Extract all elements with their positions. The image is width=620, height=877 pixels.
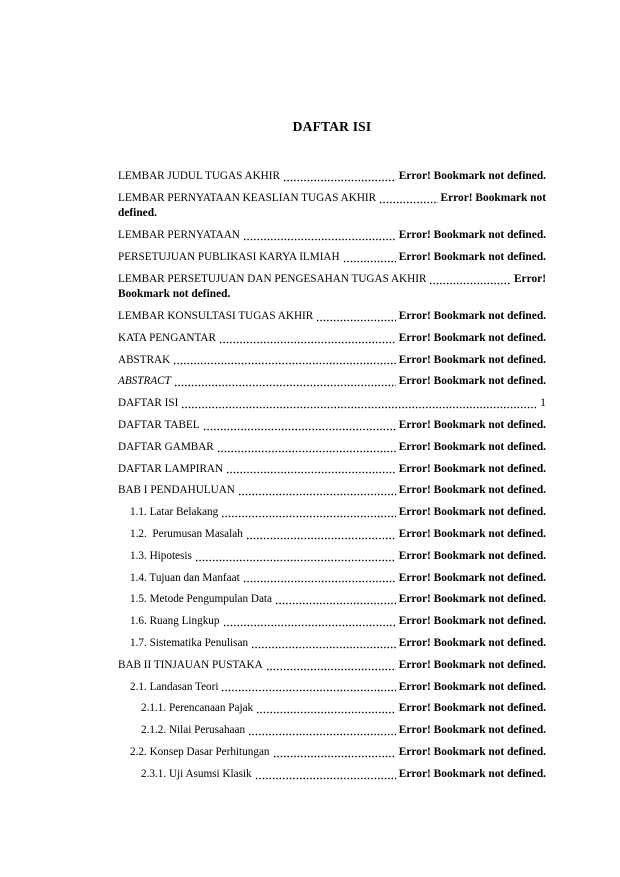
toc-entry: [118, 169, 546, 185]
table-of-contents: [118, 169, 546, 789]
toc-entry: [118, 767, 546, 783]
toc-entry: [118, 483, 546, 499]
toc-entry: [118, 614, 546, 630]
toc-entry-label: LEMBAR JUDUL TUGAS AKHIR: [118, 170, 280, 182]
toc-entry-label: LEMBAR KONSULTASI TUGAS AKHIR: [118, 309, 314, 322]
toc-entry-label: 2.1. Landasan Teori: [130, 680, 219, 693]
toc-entry: [118, 331, 546, 347]
toc-entry-page: Error! Bookmark not defined.: [398, 440, 546, 453]
toc-entry: [118, 440, 546, 456]
dot-leader: [283, 169, 396, 185]
dot-leader: [221, 505, 396, 521]
toc-entry: [118, 549, 546, 565]
toc-entry-page: Error!: [513, 272, 546, 285]
toc-entry-label: DAFTAR LAMPIRAN: [118, 462, 224, 475]
toc-entry-page: Error! Bookmark not defined.: [398, 527, 546, 540]
dot-leader: [173, 353, 396, 369]
toc-entry-page: Error! Bookmark not defined.: [398, 309, 546, 322]
toc-entry-label: LEMBAR PERSETUJUAN DAN PENGESAHAN TUGAS AKHIR: [118, 272, 427, 285]
toc-entry-page: Error! Bookmark not defined.: [398, 724, 546, 737]
toc-entry-page: Error! Bookmark not defined.: [398, 229, 546, 242]
toc-entry-label: 2.1.1. Perencanaan Pajak: [141, 702, 254, 715]
toc-entry-page: Error! Bookmark not defined.: [398, 615, 546, 628]
toc-entry-page: Error! Bookmark not defined.: [398, 658, 546, 671]
toc-entry-label: 1.5. Metode Pengumpulan Data: [130, 593, 272, 606]
toc-entry-label: PERSETUJUAN PUBLIKASI KARYA ILMIAH: [118, 250, 340, 263]
toc-entry-label: DAFTAR GAMBAR: [118, 440, 214, 453]
dot-leader: [379, 191, 437, 207]
toc-entry-page: Error! Bookmark not defined.: [398, 353, 546, 366]
dot-leader: [275, 592, 396, 608]
dot-leader: [243, 228, 396, 244]
toc-entry-page: Error! Bookmark not defined.: [398, 375, 546, 388]
dot-leader: [226, 462, 396, 478]
toc-entry-page: Error! Bookmark not defined.: [398, 702, 546, 715]
toc-entry-page: Error! Bookmark not defined.: [398, 484, 546, 497]
dot-leader: [316, 309, 396, 325]
toc-entry-label: 1.4. Tujuan dan Manfaat: [130, 571, 240, 584]
toc-entry: [118, 418, 546, 434]
dot-leader: [343, 250, 396, 266]
dot-leader: [246, 527, 396, 543]
toc-entry-label: ABSTRAK: [118, 353, 171, 366]
toc-entry: [118, 191, 546, 222]
toc-entry: [118, 309, 546, 325]
toc-entry-page-continued: defined.: [118, 207, 157, 220]
dot-leader: [223, 614, 396, 630]
toc-entry: [118, 636, 546, 652]
toc-entry-page: Error! Bookmark not defined.: [398, 549, 546, 562]
toc-entry-page: Error! Bookmark not defined.: [398, 331, 546, 344]
toc-entry-label: BAB II TINJAUAN PUSTAKA: [118, 658, 263, 671]
toc-entry-page: Error! Bookmark not defined.: [398, 170, 546, 182]
toc-entry-page: Error! Bookmark not defined.: [398, 680, 546, 693]
toc-entry-page: Error! Bookmark not defined.: [398, 571, 546, 584]
toc-entry-page: 1: [540, 397, 546, 410]
toc-entry-label: 1.1. Latar Belakang: [130, 506, 219, 519]
toc-entry: [118, 571, 546, 587]
toc-entry-page: Error! Bookmark not defined.: [398, 593, 546, 606]
dot-leader: [238, 483, 396, 499]
dot-leader: [181, 396, 537, 412]
toc-entry-page: Error! Bookmark not defined.: [398, 506, 546, 519]
dot-leader: [256, 701, 396, 717]
toc-entry: [118, 505, 546, 521]
toc-entry: [118, 396, 546, 412]
toc-entry-page: Error! Bookmark not defined.: [398, 636, 546, 649]
toc-entry: [118, 723, 546, 739]
dot-leader: [273, 745, 396, 761]
dot-leader: [174, 374, 396, 390]
toc-entry-label: LEMBAR PERNYATAAN KEASLIAN TUGAS AKHIR: [118, 191, 377, 204]
toc-entry: [118, 462, 546, 478]
dot-leader: [255, 767, 396, 783]
toc-entry: [118, 353, 546, 369]
toc-entry-label: BAB I PENDAHULUAN: [118, 484, 235, 497]
toc-entry-label: LEMBAR PERNYATAAN: [118, 229, 240, 242]
dot-leader: [248, 723, 396, 739]
toc-entry-page: Error! Bookmark not defined.: [398, 767, 546, 780]
dot-leader: [221, 680, 395, 696]
toc-entry: [118, 527, 546, 543]
toc-entry-label: DAFTAR TABEL: [118, 418, 200, 431]
toc-entry-label: 1.6. Ruang Lingkup: [130, 615, 220, 628]
toc-entry: [118, 745, 546, 761]
toc-entry-page: Error! Bookmark not defined.: [398, 418, 546, 431]
dot-leader: [217, 440, 396, 456]
toc-entry-label: 2.3.1. Uji Asumsi Klasik: [141, 767, 252, 780]
page-title: DAFTAR ISI: [292, 119, 372, 134]
toc-entry-label: DAFTAR ISI: [118, 397, 179, 410]
toc-entry-label: 2.2. Konsep Dasar Perhitungan: [130, 745, 270, 758]
toc-entry: [118, 658, 546, 674]
toc-entry: [118, 250, 546, 266]
toc-entry-page: Error! Bookmark not defined.: [398, 745, 546, 758]
toc-entry: [118, 592, 546, 608]
dot-leader: [251, 636, 396, 652]
toc-entry: [118, 374, 546, 390]
toc-entry: [118, 272, 546, 303]
dot-leader: [203, 418, 396, 434]
toc-entry-label: KATA PENGANTAR: [118, 331, 216, 344]
dot-leader: [219, 331, 396, 347]
toc-entry-page: Error! Bookmark not defined.: [398, 250, 546, 263]
dot-leader: [429, 272, 511, 288]
dot-leader: [266, 658, 396, 674]
toc-entry: [118, 680, 546, 696]
toc-entry-label: 1.3. Hipotesis: [130, 549, 192, 562]
toc-entry: [118, 701, 546, 717]
dot-leader: [243, 571, 396, 587]
toc-entry-page-continued: Bookmark not defined.: [118, 288, 231, 301]
dot-leader: [195, 549, 396, 565]
toc-entry-label: 1.2. Perumusan Masalah: [130, 527, 243, 540]
toc-entry-label: 1.7. Sistematika Penulisan: [130, 636, 249, 649]
toc-entry-page: Error! Bookmark not: [440, 191, 546, 204]
toc-entry-label: ABSTRACT: [118, 375, 171, 388]
toc-entry: [118, 228, 546, 244]
toc-entry-label: 2.1.2. Nilai Perusahaan: [141, 724, 246, 737]
toc-entry-page: Error! Bookmark not defined.: [398, 462, 546, 475]
